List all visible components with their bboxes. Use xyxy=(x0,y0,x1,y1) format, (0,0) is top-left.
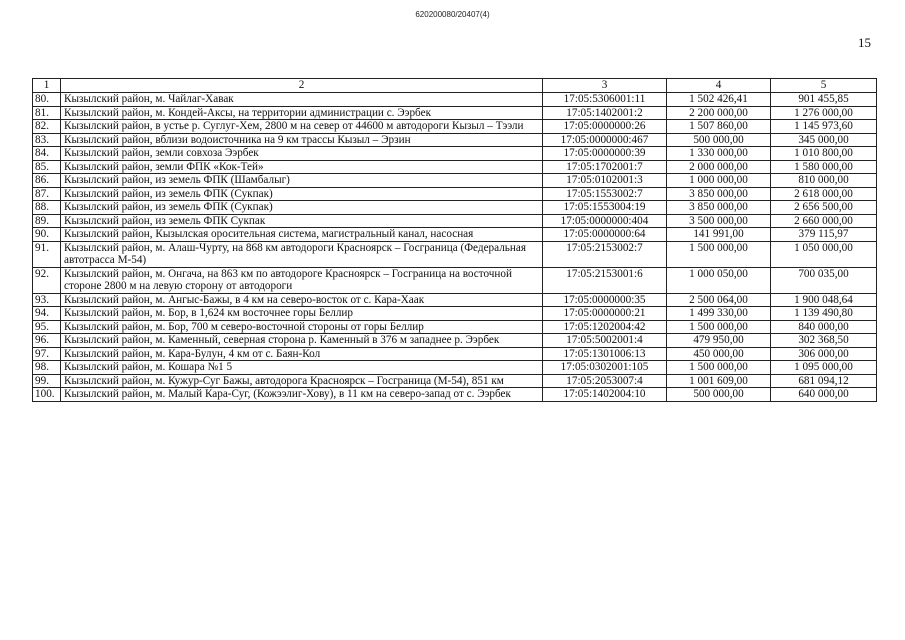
column-header: 3 xyxy=(543,79,667,93)
value-column-5: 379 115,97 xyxy=(771,228,877,242)
column-header: 1 xyxy=(33,79,61,93)
table-row xyxy=(33,120,877,134)
row-number: 93. xyxy=(33,293,61,307)
location-description: Кызылский район, м. Кужур-Суг Бажы, автодорога Красноярск – Госграница (М-54), 851 км xyxy=(61,374,543,388)
location-description: Кызылский район, м. Каменный, северная сторона р. Каменный в 376 м западнее р. Ээрбек xyxy=(61,334,543,348)
value-column-5: 1 095 000,00 xyxy=(771,361,877,375)
cadastral-number: 17:05:0000000:21 xyxy=(543,307,667,321)
row-number: 100. xyxy=(33,388,61,402)
location-description: Кызылский район, м. Алаш-Чурту, на 868 км автодороги Красноярск – Госграница (Федеральная автотрасса М-54) xyxy=(61,241,543,267)
cadastral-number: 17:05:1553002:7 xyxy=(543,187,667,201)
cadastral-number: 17:05:2153002:7 xyxy=(543,241,667,267)
location-description: Кызылский район, м. Кара-Булун, 4 км от с. Баян-Кол xyxy=(61,347,543,361)
cadastral-number: 17:05:0000000:39 xyxy=(543,147,667,161)
cadastral-number: 17:05:0102001:3 xyxy=(543,174,667,188)
row-number: 95. xyxy=(33,320,61,334)
location-description: Кызылский район, м. Чайлаг-Хавак xyxy=(61,93,543,107)
row-number: 80. xyxy=(33,93,61,107)
table-row xyxy=(33,133,877,147)
location-description: Кызылский район, земли совхоза Ээрбек xyxy=(61,147,543,161)
location-description: Кызылский район, из земель ФПК (Сукпак) xyxy=(61,187,543,201)
row-number: 91. xyxy=(33,241,61,267)
value-column-5: 640 000,00 xyxy=(771,388,877,402)
location-description: Кызылский район, м. Кондей-Аксы, на территории администрации с. Ээрбек xyxy=(61,106,543,120)
row-number: 88. xyxy=(33,201,61,215)
value-column-4: 3 850 000,00 xyxy=(667,187,771,201)
table-row xyxy=(33,307,877,321)
row-number: 83. xyxy=(33,133,61,147)
table-row xyxy=(33,334,877,348)
table-row xyxy=(33,147,877,161)
value-column-5: 700 035,00 xyxy=(771,267,877,293)
value-column-5: 901 455,85 xyxy=(771,93,877,107)
cadastral-number: 17:05:0000000:467 xyxy=(543,133,667,147)
location-description: Кызылский район, вблизи водоисточника на 9 км трассы Кызыл – Эрзин xyxy=(61,133,543,147)
location-description: Кызылский район, м. Ангыс-Бажы, в 4 км на северо-восток от с. Кара-Хаак xyxy=(61,293,543,307)
cadastral-number: 17:05:1402004:10 xyxy=(543,388,667,402)
location-description: Кызылский район, м. Бор, 700 м северо-восточной стороны от горы Беллир xyxy=(61,320,543,334)
value-column-4: 1 499 330,00 xyxy=(667,307,771,321)
page-number: 15 xyxy=(858,35,871,50)
table-row xyxy=(33,187,877,201)
value-column-5: 302 368,50 xyxy=(771,334,877,348)
location-description: Кызылский район, Кызылская оросительная система, магистральный канал, насосная xyxy=(61,228,543,242)
location-description: Кызылский район, м. Онгача, на 863 км по автодороге Красноярск – Госграница на восточной стороне 2800 м на левую сторону от автодороги xyxy=(61,267,543,293)
value-column-4: 1 507 860,00 xyxy=(667,120,771,134)
table-row xyxy=(33,160,877,174)
value-column-4: 1 502 426,41 xyxy=(667,93,771,107)
value-column-4: 3 850 000,00 xyxy=(667,201,771,215)
value-column-5: 2 660 000,00 xyxy=(771,214,877,228)
value-column-5: 2 656 500,00 xyxy=(771,201,877,215)
value-column-4: 1 000 000,00 xyxy=(667,174,771,188)
value-column-5: 1 276 000,00 xyxy=(771,106,877,120)
row-number: 92. xyxy=(33,267,61,293)
table-row xyxy=(33,174,877,188)
value-column-4: 1 001 609,00 xyxy=(667,374,771,388)
document-code: 620200080/20407(4) xyxy=(415,10,490,19)
value-column-4: 1 500 000,00 xyxy=(667,241,771,267)
value-column-4: 479 950,00 xyxy=(667,334,771,348)
cadastral-number: 17:05:1301006:13 xyxy=(543,347,667,361)
value-column-5: 1 900 048,64 xyxy=(771,293,877,307)
cadastral-number: 17:05:0000000:64 xyxy=(543,228,667,242)
table-row xyxy=(33,93,877,107)
table-row xyxy=(33,374,877,388)
location-description: Кызылский район, из земель ФПК (Сукпак) xyxy=(61,201,543,215)
value-column-4: 1 500 000,00 xyxy=(667,361,771,375)
location-description: Кызылский район, м. Малый Кара-Суг, (Кожээлиг-Хову), в 11 км на северо-запад от с. Ээрбек xyxy=(61,388,543,402)
row-number: 84. xyxy=(33,147,61,161)
row-number: 90. xyxy=(33,228,61,242)
row-number: 81. xyxy=(33,106,61,120)
table-row xyxy=(33,267,877,293)
value-column-5: 810 000,00 xyxy=(771,174,877,188)
value-column-4: 2 000 000,00 xyxy=(667,160,771,174)
cadastral-number: 17:05:1202004:42 xyxy=(543,320,667,334)
location-description: Кызылский район, из земель ФПК (Шамбалыг) xyxy=(61,174,543,188)
value-column-5: 345 000,00 xyxy=(771,133,877,147)
value-column-5: 306 000,00 xyxy=(771,347,877,361)
column-header: 5 xyxy=(771,79,877,93)
table-row xyxy=(33,201,877,215)
location-description: Кызылский район, в устье р. Суглуг-Хем, 2800 м на север от 44600 м автодороги Кызыл – Тээли xyxy=(61,120,543,134)
row-number: 99. xyxy=(33,374,61,388)
table-row xyxy=(33,241,877,267)
table-row xyxy=(33,106,877,120)
cadastral-number: 17:05:0000000:35 xyxy=(543,293,667,307)
value-column-4: 1 330 000,00 xyxy=(667,147,771,161)
cadastral-number: 17:05:1402001:2 xyxy=(543,106,667,120)
cadastral-number: 17:05:2153001:6 xyxy=(543,267,667,293)
table-row xyxy=(33,361,877,375)
value-column-5: 1 139 490,80 xyxy=(771,307,877,321)
value-column-4: 141 991,00 xyxy=(667,228,771,242)
value-column-5: 1 050 000,00 xyxy=(771,241,877,267)
table-body xyxy=(33,93,877,402)
cadastral-number: 17:05:5002001:4 xyxy=(543,334,667,348)
table-row xyxy=(33,388,877,402)
row-number: 87. xyxy=(33,187,61,201)
value-column-5: 1 010 800,00 xyxy=(771,147,877,161)
land-plots-table xyxy=(32,78,877,402)
value-column-5: 1 580 000,00 xyxy=(771,160,877,174)
table-row xyxy=(33,293,877,307)
cadastral-number: 17:05:1553004:19 xyxy=(543,201,667,215)
column-header: 2 xyxy=(61,79,543,93)
row-number: 97. xyxy=(33,347,61,361)
value-column-4: 500 000,00 xyxy=(667,133,771,147)
cadastral-number: 17:05:0000000:404 xyxy=(543,214,667,228)
cadastral-number: 17:05:5306001:11 xyxy=(543,93,667,107)
row-number: 96. xyxy=(33,334,61,348)
table-header-row xyxy=(33,79,877,93)
value-column-4: 1 500 000,00 xyxy=(667,320,771,334)
column-header: 4 xyxy=(667,79,771,93)
cadastral-number: 17:05:0302001:105 xyxy=(543,361,667,375)
row-number: 89. xyxy=(33,214,61,228)
value-column-4: 1 000 050,00 xyxy=(667,267,771,293)
value-column-4: 450 000,00 xyxy=(667,347,771,361)
table-row xyxy=(33,347,877,361)
row-number: 98. xyxy=(33,361,61,375)
value-column-5: 681 094,12 xyxy=(771,374,877,388)
value-column-5: 2 618 000,00 xyxy=(771,187,877,201)
cadastral-number: 17:05:0000000:26 xyxy=(543,120,667,134)
value-column-5: 1 145 973,60 xyxy=(771,120,877,134)
table-row xyxy=(33,320,877,334)
location-description: Кызылский район, м. Бор, в 1,624 км восточнее горы Беллир xyxy=(61,307,543,321)
value-column-4: 3 500 000,00 xyxy=(667,214,771,228)
value-column-4: 2 200 000,00 xyxy=(667,106,771,120)
table-row xyxy=(33,214,877,228)
row-number: 82. xyxy=(33,120,61,134)
value-column-5: 840 000,00 xyxy=(771,320,877,334)
location-description: Кызылский район, из земель ФПК Сукпак xyxy=(61,214,543,228)
location-description: Кызылский район, земли ФПК «Кок-Тей» xyxy=(61,160,543,174)
location-description: Кызылский район, м. Кошара №1 5 xyxy=(61,361,543,375)
value-column-4: 2 500 064,00 xyxy=(667,293,771,307)
cadastral-number: 17:05:1702001:7 xyxy=(543,160,667,174)
cadastral-number: 17:05:2053007:4 xyxy=(543,374,667,388)
row-number: 86. xyxy=(33,174,61,188)
value-column-4: 500 000,00 xyxy=(667,388,771,402)
row-number: 85. xyxy=(33,160,61,174)
table-row xyxy=(33,228,877,242)
row-number: 94. xyxy=(33,307,61,321)
